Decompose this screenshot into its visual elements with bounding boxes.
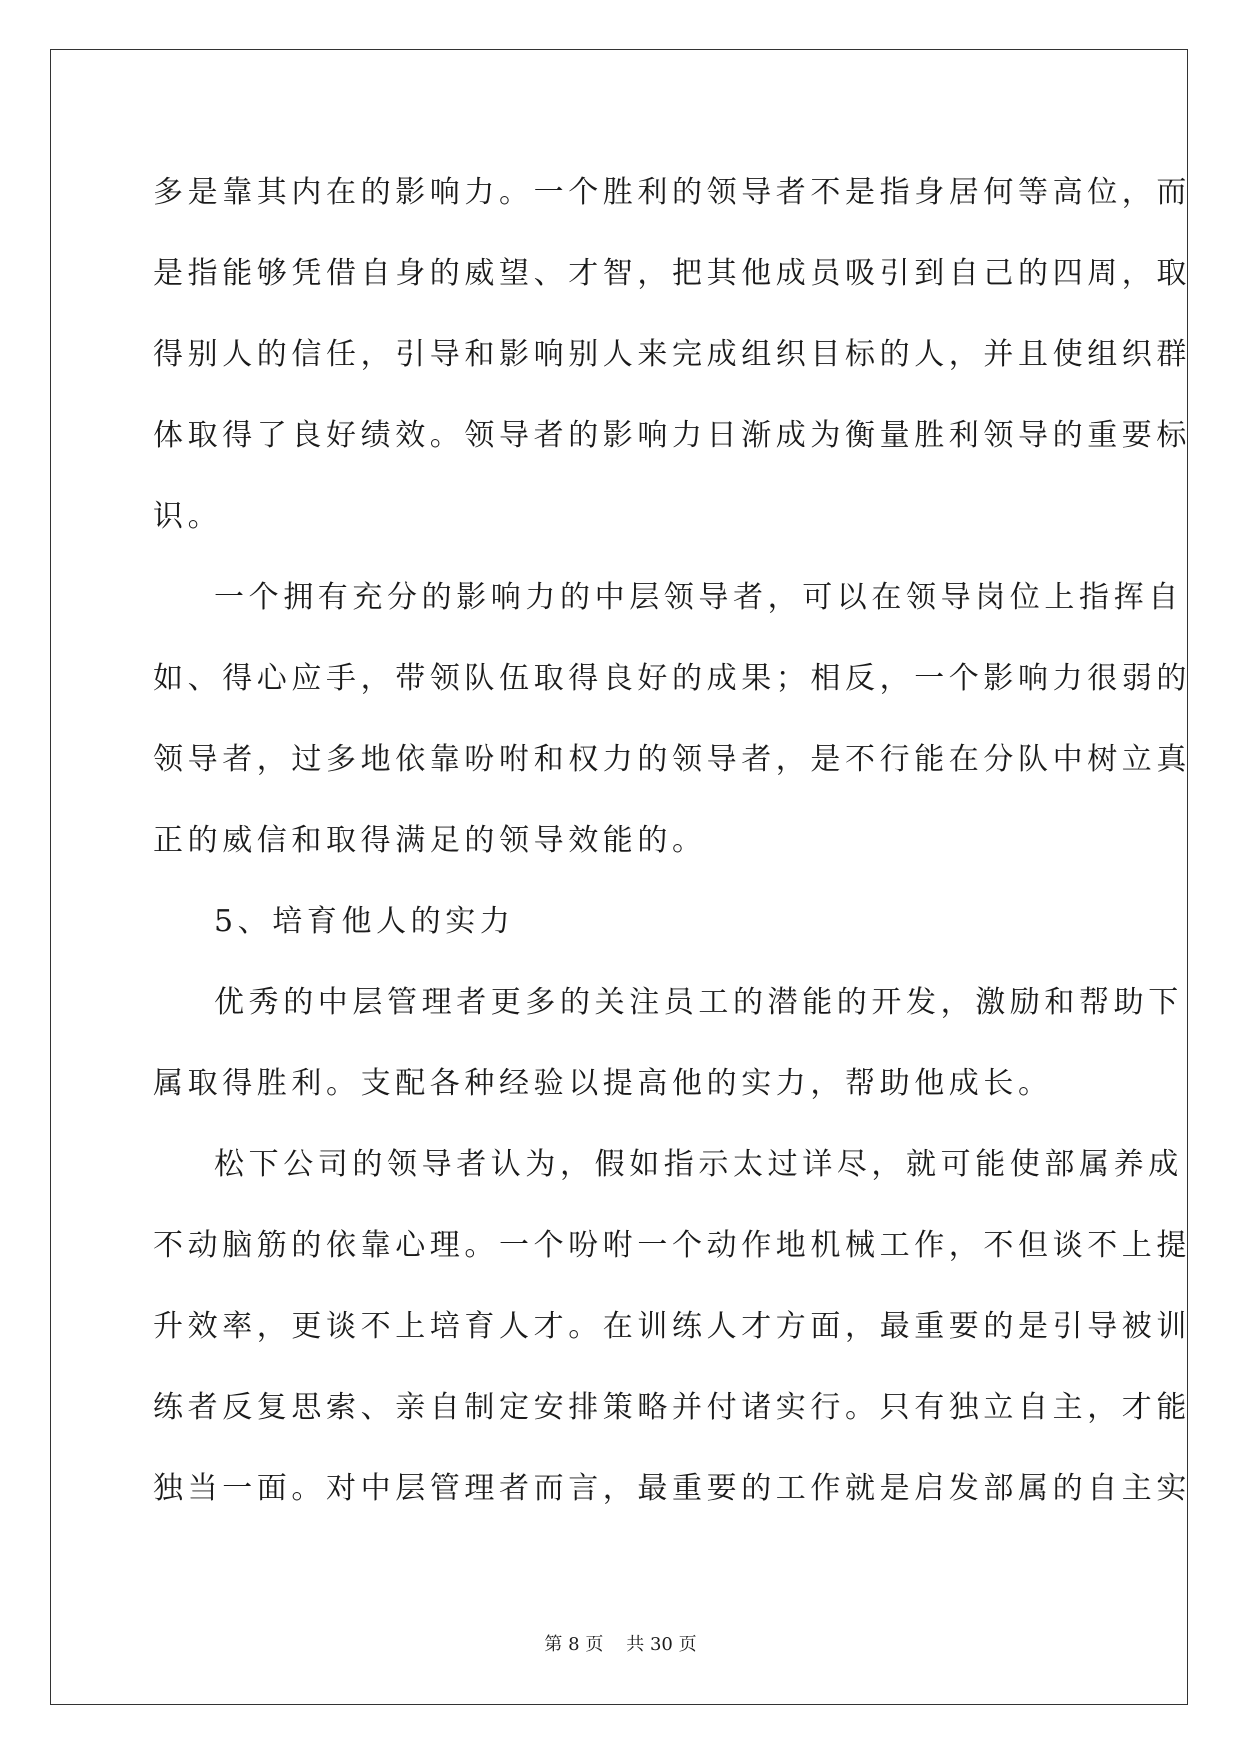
text-line: 如、得心应手，带领队伍取得良好的成果；相反，一个影响力很弱的 xyxy=(153,661,1191,696)
text-line: 松下公司的领导者认为，假如指示太过详尽，就可能使部属养成 xyxy=(214,1147,1183,1182)
text-line: 独当一面。对中层管理者而言，最重要的工作就是启发部属的自主实 xyxy=(153,1471,1191,1506)
text-line: 属取得胜利。支配各种经验以提高他的实力，帮助他成长。 xyxy=(153,1066,1053,1101)
page-footer xyxy=(0,1630,1241,1656)
text-line: 识。 xyxy=(153,499,223,534)
text-block xyxy=(153,152,1191,1529)
document-body xyxy=(153,152,1191,1529)
text-line: 得别人的信任，引导和影响别人来完成组织目标的人，并且使组织群 xyxy=(153,337,1191,372)
text-line: 多是靠其内在的影响力。一个胜利的领导者不是指身居何等高位，而 xyxy=(153,175,1191,210)
text-line: 正的威信和取得满足的领导效能的。 xyxy=(153,823,707,858)
text-line: 练者反复思索、亲自制定安排策略并付诸实行。只有独立自主，才能 xyxy=(153,1390,1191,1425)
text-line: 不动脑筋的依靠心理。一个吩咐一个动作地机械工作，不但谈不上提 xyxy=(153,1228,1191,1263)
text-line: 优秀的中层管理者更多的关注员工的潜能的开发，激励和帮助下 xyxy=(214,985,1183,1020)
text-line: 升效率，更谈不上培育人才。在训练人才方面，最重要的是引导被训 xyxy=(153,1309,1191,1344)
text-line: 体取得了良好绩效。领导者的影响力日渐成为衡量胜利领导的重要标 xyxy=(153,418,1191,453)
text-line: 是指能够凭借自身的威望、才智，把其他成员吸引到自己的四周，取 xyxy=(153,256,1191,291)
page-total: 共 30 页 xyxy=(626,1634,697,1655)
section-heading: 5、培育他人的实力 xyxy=(214,904,515,939)
page-number: 第 8 页 xyxy=(544,1634,604,1655)
text-line: 一个拥有充分的影响力的中层领导者，可以在领导岗位上指挥自 xyxy=(214,580,1183,615)
text-line: 领导者，过多地依靠吩咐和权力的领导者，是不行能在分队中树立真 xyxy=(153,742,1191,777)
